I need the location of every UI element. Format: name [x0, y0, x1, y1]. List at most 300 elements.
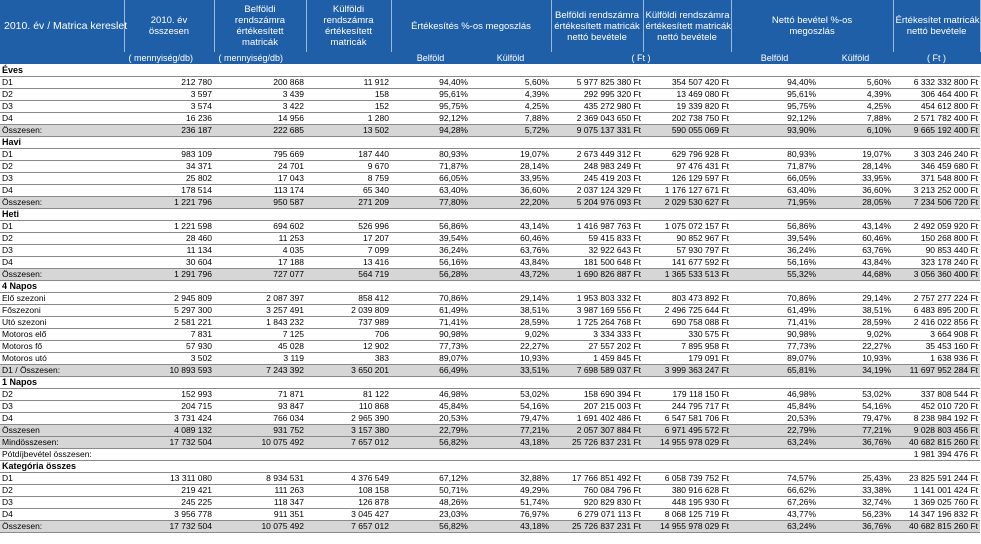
table-cell: 90,98% [391, 328, 470, 340]
table-cell: 34 371 [124, 160, 214, 172]
table-cell: 11 912 [306, 76, 391, 88]
row-label: D1 [0, 220, 124, 232]
row-label: D2 [0, 160, 124, 172]
table-cell: 28 460 [124, 232, 214, 244]
table-cell: 152 [306, 100, 391, 112]
table-cell: 43,77% [731, 508, 818, 520]
table-cell: 5 204 976 093 Ft [551, 196, 643, 208]
section-title: 4 Napos [0, 280, 980, 292]
table-cell: 108 158 [306, 484, 391, 496]
table-cell: 3 157 380 [306, 424, 391, 436]
table-cell: 694 602 [214, 220, 306, 232]
table-cell: 71,87% [731, 160, 818, 172]
table-row [0, 388, 980, 400]
table-cell: 2 496 725 644 Ft [643, 304, 731, 316]
table-cell: 11 253 [214, 232, 306, 244]
table-cell: 931 752 [214, 424, 306, 436]
table-cell: 7,88% [818, 112, 893, 124]
table-cell: 20,53% [391, 412, 470, 424]
table-cell: 66,49% [391, 364, 470, 376]
table-cell: 858 412 [306, 292, 391, 304]
row-label: D4 [0, 184, 124, 196]
table-cell: 46,98% [391, 388, 470, 400]
table-cell: 61,49% [391, 304, 470, 316]
table-cell: 20,53% [731, 412, 818, 424]
table-row [0, 472, 980, 484]
total-row [0, 196, 980, 208]
table-cell: 179 091 Ft [643, 352, 731, 364]
section-header [0, 280, 980, 292]
table-cell: 79,47% [470, 412, 551, 424]
row-label: D1 [0, 76, 124, 88]
table-cell: 2 087 397 [214, 292, 306, 304]
table-cell: 70,86% [391, 292, 470, 304]
table-cell: 1 141 001 424 Ft [893, 484, 980, 496]
table-cell: 2 945 809 [124, 292, 214, 304]
total-row [0, 436, 980, 448]
table-cell: 2 369 043 650 Ft [551, 112, 643, 124]
table-cell: 1 075 072 157 Ft [643, 220, 731, 232]
table-cell: 39,54% [731, 232, 818, 244]
table-cell: 33,51% [470, 364, 551, 376]
table-cell: 1 280 [306, 112, 391, 124]
total-row [0, 268, 980, 280]
header-row [0, 0, 980, 52]
table-cell: 150 268 800 Ft [893, 232, 980, 244]
table-cell: 53,02% [470, 388, 551, 400]
table-cell: 248 983 249 Ft [551, 160, 643, 172]
section-title: Heti [0, 208, 980, 220]
table-cell: 13 416 [306, 256, 391, 268]
table-cell: 179 118 150 Ft [643, 388, 731, 400]
table-cell: 95,61% [391, 88, 470, 100]
table-cell: 4,25% [470, 100, 551, 112]
table-cell: 4,39% [818, 88, 893, 100]
table-cell: 56,23% [818, 508, 893, 520]
table-cell: 80,93% [731, 148, 818, 160]
table-cell: 71,41% [731, 316, 818, 328]
table-cell: 380 916 628 Ft [643, 484, 731, 496]
table-cell: 727 077 [214, 268, 306, 280]
table-cell: 14 347 196 832 Ft [893, 508, 980, 520]
table-cell: 24 701 [214, 160, 306, 172]
table-cell: 36,24% [731, 244, 818, 256]
table-row [0, 340, 980, 352]
table-cell: 920 829 830 Ft [551, 496, 643, 508]
table-cell: 4 035 [214, 244, 306, 256]
table-cell: 63,40% [731, 184, 818, 196]
table-cell: 3 334 333 Ft [551, 328, 643, 340]
table-cell: 2 757 277 224 Ft [893, 292, 980, 304]
table-cell: 454 612 800 Ft [893, 100, 980, 112]
table-cell: 526 996 [306, 220, 391, 232]
table-cell: 76,97% [470, 508, 551, 520]
header-foreign-revenue: Külföldi rendszámra értékesített matricák nettó bevétele [643, 0, 731, 52]
row-label: D3 [0, 496, 124, 508]
row-label: D1 [0, 148, 124, 160]
table-cell: 63,76% [470, 244, 551, 256]
table-cell: 56,82% [391, 436, 470, 448]
table-cell: 1 369 025 760 Ft [893, 496, 980, 508]
table-cell: 79,47% [818, 412, 893, 424]
table-cell: 113 174 [214, 184, 306, 196]
table-cell: 17 766 851 492 Ft [551, 472, 643, 484]
table-cell: 14 956 [214, 112, 306, 124]
table-cell: 3 999 363 247 Ft [643, 364, 731, 376]
table-cell: 7 657 012 [306, 520, 391, 532]
row-label: Motoros utó [0, 352, 124, 364]
table-cell: 94,28% [391, 124, 470, 136]
table-cell: 65 340 [306, 184, 391, 196]
table-cell: 2 571 782 400 Ft [893, 112, 980, 124]
table-cell: 9 670 [306, 160, 391, 172]
table-cell: 3 574 [124, 100, 214, 112]
table-cell: 40 682 815 260 Ft [893, 436, 980, 448]
table-cell: 245 225 [124, 496, 214, 508]
table-cell: 2 492 059 920 Ft [893, 220, 980, 232]
table-cell: 6 058 739 752 Ft [643, 472, 731, 484]
table-cell: 30 604 [124, 256, 214, 268]
table-cell: 3 650 201 [306, 364, 391, 376]
table-cell: 110 868 [306, 400, 391, 412]
table-cell: 306 464 400 Ft [893, 88, 980, 100]
table-cell: 766 034 [214, 412, 306, 424]
table-cell: 126 129 597 Ft [643, 172, 731, 184]
table-cell: 737 989 [306, 316, 391, 328]
table-cell: 2 039 809 [306, 304, 391, 316]
subheader-kulfold: Külföld [470, 52, 551, 64]
table-cell: 45 028 [214, 340, 306, 352]
table-cell: 94,40% [731, 76, 818, 88]
table-cell: 202 738 750 Ft [643, 112, 731, 124]
table-cell: 383 [306, 352, 391, 364]
row-label: Elő szezoni [0, 292, 124, 304]
total-row [0, 364, 980, 376]
table-cell: 46,98% [731, 388, 818, 400]
subheader-unit-ft-2: ( Ft ) [893, 52, 980, 64]
table-cell: 5,60% [818, 76, 893, 88]
table-cell: 629 796 928 Ft [643, 148, 731, 160]
table-cell: 60,46% [818, 232, 893, 244]
table-cell: 141 677 592 Ft [643, 256, 731, 268]
table-cell: 51,74% [470, 496, 551, 508]
table-cell: 43,18% [470, 520, 551, 532]
table-cell: 22,20% [470, 196, 551, 208]
table-row [0, 88, 980, 100]
header-domestic-qty: Belföldi rendszámra értékesített matricák [214, 0, 306, 52]
table-row [0, 172, 980, 184]
table-cell: 50,71% [391, 484, 470, 496]
row-label: D2 [0, 388, 124, 400]
table-row [0, 316, 980, 328]
table-row [0, 220, 980, 232]
table-cell: 43,14% [470, 220, 551, 232]
table-cell: 10 893 593 [124, 364, 214, 376]
table-row [0, 100, 980, 112]
table-cell: 2 673 449 312 Ft [551, 148, 643, 160]
table-cell: 28,05% [818, 196, 893, 208]
surcharge-label: Pótdíjbevétel összesen: [0, 448, 470, 460]
row-label: D2 [0, 484, 124, 496]
table-row [0, 160, 980, 172]
table-cell: 95,75% [391, 100, 470, 112]
table-cell: 22,27% [470, 340, 551, 352]
table-cell: 65,81% [731, 364, 818, 376]
table-cell: 25 802 [124, 172, 214, 184]
table-cell: 803 473 892 Ft [643, 292, 731, 304]
table-cell: 12 902 [306, 340, 391, 352]
table-row [0, 508, 980, 520]
table-row [0, 232, 980, 244]
table-cell: 25 726 837 231 Ft [551, 436, 643, 448]
header-title: 2010. év / Matrica kereslet [0, 0, 124, 52]
table-cell: 43,18% [470, 436, 551, 448]
table-cell: 292 995 320 Ft [551, 88, 643, 100]
table-cell: 452 010 720 Ft [893, 400, 980, 412]
table-cell: 43,72% [470, 268, 551, 280]
table-cell: 7 125 [214, 328, 306, 340]
table-cell: 6 483 895 200 Ft [893, 304, 980, 316]
row-label: Összesen: [0, 268, 124, 280]
table-cell: 66,62% [731, 484, 818, 496]
table-cell: 13 311 080 [124, 472, 214, 484]
row-label: D4 [0, 256, 124, 268]
section-header [0, 64, 980, 76]
row-label: Utó szezoni [0, 316, 124, 328]
table-cell: 330 575 Ft [643, 328, 731, 340]
table-cell: 690 758 088 Ft [643, 316, 731, 328]
table-cell: 244 795 717 Ft [643, 400, 731, 412]
table-cell: 3 422 [214, 100, 306, 112]
table-cell: 7 831 [124, 328, 214, 340]
table-cell: 22,79% [731, 424, 818, 436]
table-cell: 5,60% [470, 76, 551, 88]
table-cell: 38,51% [818, 304, 893, 316]
table-cell: 44,68% [818, 268, 893, 280]
table-cell: 126 878 [306, 496, 391, 508]
row-label: Motoros fő [0, 340, 124, 352]
table-cell: 8 068 125 719 Ft [643, 508, 731, 520]
table-row [0, 76, 980, 88]
table-cell: 54,16% [470, 400, 551, 412]
row-label: Főszezoni [0, 304, 124, 316]
table-cell: 9 075 137 331 Ft [551, 124, 643, 136]
table-cell: 34,19% [818, 364, 893, 376]
table-cell: 1 416 987 763 Ft [551, 220, 643, 232]
table-cell: 14 955 978 029 Ft [643, 436, 731, 448]
table-cell: 3 213 252 000 Ft [893, 184, 980, 196]
subheader-unit-qty: ( mennyiség/db) [124, 52, 214, 64]
table-cell: 77,80% [391, 196, 470, 208]
table-cell: 118 347 [214, 496, 306, 508]
table-cell: 43,84% [470, 256, 551, 268]
table-cell: 8 934 531 [214, 472, 306, 484]
table-cell: 9 028 803 456 Ft [893, 424, 980, 436]
table-cell: 45,84% [731, 400, 818, 412]
table-cell: 1 291 796 [124, 268, 214, 280]
table-cell: 219 421 [124, 484, 214, 496]
table-cell: 11 134 [124, 244, 214, 256]
table-cell: 323 178 240 Ft [893, 256, 980, 268]
table-row [0, 304, 980, 316]
table-cell: 3 056 360 400 Ft [893, 268, 980, 280]
table-cell: 56,16% [731, 256, 818, 268]
table-cell: 371 548 800 Ft [893, 172, 980, 184]
table-cell: 448 195 930 Ft [643, 496, 731, 508]
table-cell: 36,76% [818, 520, 893, 532]
table-cell: 204 715 [124, 400, 214, 412]
table-row [0, 292, 980, 304]
row-label: Összesen: [0, 520, 124, 532]
table-cell: 25 726 837 231 Ft [551, 520, 643, 532]
header-foreign-qty: Külföldi rendszámra értékesített matricák [306, 0, 391, 52]
table-cell: 4 089 132 [124, 424, 214, 436]
table-cell: 7 657 012 [306, 436, 391, 448]
table-cell: 212 780 [124, 76, 214, 88]
table-cell: 67,12% [391, 472, 470, 484]
table-cell: 152 993 [124, 388, 214, 400]
table-cell: 90 853 440 Ft [893, 244, 980, 256]
table-cell: 71 871 [214, 388, 306, 400]
table-cell: 795 669 [214, 148, 306, 160]
table-cell: 23,03% [391, 508, 470, 520]
table-cell: 92,12% [391, 112, 470, 124]
table-cell: 97 476 431 Ft [643, 160, 731, 172]
table-cell: 3 439 [214, 88, 306, 100]
table-cell: 7 099 [306, 244, 391, 256]
table-cell: 48,26% [391, 496, 470, 508]
table-cell: 22,27% [818, 340, 893, 352]
table-cell: 3 502 [124, 352, 214, 364]
table-cell: 1 365 533 513 Ft [643, 268, 731, 280]
table-cell: 56,82% [391, 520, 470, 532]
table-cell: 56,16% [391, 256, 470, 268]
table-cell: 181 500 648 Ft [551, 256, 643, 268]
table-cell: 28,14% [818, 160, 893, 172]
row-label: Összesen [0, 424, 124, 436]
table-cell: 63,40% [391, 184, 470, 196]
table-row [0, 244, 980, 256]
table-cell: 760 084 796 Ft [551, 484, 643, 496]
table-cell: 5 977 825 380 Ft [551, 76, 643, 88]
table-cell: 74,57% [731, 472, 818, 484]
table-cell: 10,93% [470, 352, 551, 364]
header-domestic-revenue: Belföldi rendszámra értékesített matricák nettó bevétele [551, 0, 643, 52]
table-row [0, 184, 980, 196]
table-cell: 207 215 003 Ft [551, 400, 643, 412]
table-cell: 1 221 598 [124, 220, 214, 232]
table-cell: 38,51% [470, 304, 551, 316]
table-cell: 10,93% [818, 352, 893, 364]
table-cell: 36,60% [470, 184, 551, 196]
table-cell: 435 272 980 Ft [551, 100, 643, 112]
table-cell: 3 597 [124, 88, 214, 100]
table-cell: 1 843 232 [214, 316, 306, 328]
table-row [0, 112, 980, 124]
table-cell: 3 257 491 [214, 304, 306, 316]
table-cell: 4,25% [818, 100, 893, 112]
table-cell: 28,59% [470, 316, 551, 328]
table-cell: 178 514 [124, 184, 214, 196]
table-cell: 49,29% [470, 484, 551, 496]
table-row [0, 400, 980, 412]
table-cell: 1 638 936 Ft [893, 352, 980, 364]
table-cell: 81 122 [306, 388, 391, 400]
table-cell: 6 332 332 800 Ft [893, 76, 980, 88]
table-cell: 271 209 [306, 196, 391, 208]
table-cell: 95,61% [731, 88, 818, 100]
table-cell: 90,98% [731, 328, 818, 340]
table-cell: 8 238 984 192 Ft [893, 412, 980, 424]
table-cell: 93,90% [731, 124, 818, 136]
table-cell: 2 965 390 [306, 412, 391, 424]
table-cell: 3 731 424 [124, 412, 214, 424]
table-cell: 1 221 796 [124, 196, 214, 208]
row-label: Összesen: [0, 196, 124, 208]
table-cell: 16 236 [124, 112, 214, 124]
table-cell: 29,14% [818, 292, 893, 304]
table-cell: 983 109 [124, 148, 214, 160]
table-cell: 43,84% [818, 256, 893, 268]
table-cell: 57 930 [124, 340, 214, 352]
table-cell: 33,38% [818, 484, 893, 496]
table-cell: 11 697 952 284 Ft [893, 364, 980, 376]
table-cell: 13 502 [306, 124, 391, 136]
section-title: Éves [0, 64, 980, 76]
table-row [0, 496, 980, 508]
table-cell: 17 043 [214, 172, 306, 184]
table-cell: 590 055 069 Ft [643, 124, 731, 136]
subheader-belfold: Belföld [391, 52, 470, 64]
table-cell: 111 263 [214, 484, 306, 496]
table-cell: 1 953 803 332 Ft [551, 292, 643, 304]
table-cell: 2 029 530 627 Ft [643, 196, 731, 208]
table-cell: 60,46% [470, 232, 551, 244]
table-cell: 29,14% [470, 292, 551, 304]
table-cell: 200 868 [214, 76, 306, 88]
section-header [0, 460, 980, 472]
table-cell: 1 691 402 486 Ft [551, 412, 643, 424]
table-cell: 7 895 958 Ft [643, 340, 731, 352]
surcharge-blank [470, 448, 893, 460]
section-header [0, 208, 980, 220]
table-cell: 56,86% [731, 220, 818, 232]
table-cell: 40 682 815 260 Ft [893, 520, 980, 532]
table-cell: 80,93% [391, 148, 470, 160]
table-cell: 77,21% [470, 424, 551, 436]
table-cell: 1 690 826 887 Ft [551, 268, 643, 280]
subheader-belfold-2: Belföld [731, 52, 818, 64]
row-label: D3 [0, 400, 124, 412]
table-cell: 28,59% [818, 316, 893, 328]
table-cell: 77,73% [391, 340, 470, 352]
subheader-unit-qty-2: ( mennyiség/db) [214, 52, 391, 64]
table-row [0, 484, 980, 496]
table-cell: 70,86% [731, 292, 818, 304]
table-cell: 346 459 680 Ft [893, 160, 980, 172]
table-cell: 564 719 [306, 268, 391, 280]
table-cell: 92,12% [731, 112, 818, 124]
table-cell: 9,02% [470, 328, 551, 340]
table-cell: 7,88% [470, 112, 551, 124]
table-cell: 22,79% [391, 424, 470, 436]
table-cell: 17 207 [306, 232, 391, 244]
table-row [0, 148, 980, 160]
table-cell: 67,26% [731, 496, 818, 508]
table-cell: 63,76% [818, 244, 893, 256]
table-cell: 6 547 581 706 Ft [643, 412, 731, 424]
row-label: D1 [0, 472, 124, 484]
